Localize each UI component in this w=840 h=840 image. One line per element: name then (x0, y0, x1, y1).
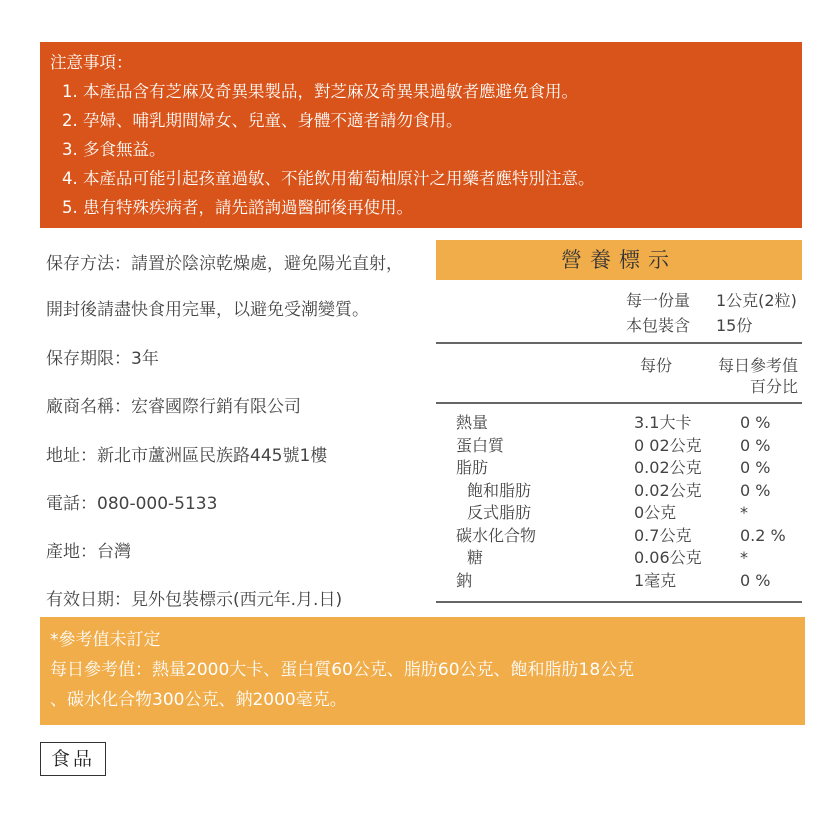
nutrient-name: 脂肪 (456, 458, 489, 477)
col-daily: 每日參考值 (717, 356, 798, 375)
nutrient-daily-pct: 0 % (740, 570, 771, 590)
origin: 產地：台灣 (46, 542, 131, 562)
nutrition-row (436, 481, 782, 501)
nutrient-name: 熱量 (456, 413, 489, 432)
expiry: 有效日期：見外包裝標示(西元年.月.日) (46, 590, 343, 610)
nutrition-row (436, 525, 786, 546)
nutrition-row (436, 503, 782, 523)
nutrient-name: 碳水化合物 (456, 525, 537, 545)
warning-item: 1. 本產品含有芝麻及奇異果製品，對芝麻及奇異果過敏者應避免食用。 (62, 82, 578, 101)
divider (436, 342, 802, 344)
warnings-title: 注意事項： (50, 53, 133, 72)
after-opening: 開封後請盡快食用完畢，以避免受潮變質。 (46, 300, 369, 320)
nutrient-daily-pct: 0 % (740, 458, 771, 477)
divider (436, 402, 802, 404)
servings-label: 本包裝含 (626, 316, 691, 335)
warning-item: 3. 多食無益。 (62, 140, 166, 159)
nutrient-name: 糖 (467, 548, 484, 567)
nutrient-daily-pct: 0 % (740, 480, 771, 500)
note-line: *參考值未訂定 (50, 630, 161, 650)
nutrient-daily-pct: 0 % (740, 435, 771, 455)
nutrient-amount: 1毫克 (634, 570, 677, 590)
nutrient-name: 鈉 (456, 570, 473, 590)
col-daily-pct: 百分比 (749, 377, 798, 396)
nutrition-table (436, 240, 802, 590)
shelf-life: 保存期限：3年 (46, 349, 159, 369)
nutrient-amount: 3.1大卡 (634, 413, 692, 432)
nutrient-daily-pct: 0 % (740, 413, 771, 432)
divider (436, 601, 802, 603)
nutrient-amount: 0公克 (634, 503, 677, 522)
nutrient-daily-pct: * (740, 548, 748, 567)
nutrient-amount: 0.02公克 (634, 480, 702, 500)
food-badge: 食品 (40, 742, 106, 776)
phone: 電話：080-000-5133 (46, 494, 218, 514)
warnings-box (40, 42, 802, 228)
nutrient-name: 反式脂肪 (467, 503, 532, 522)
nutrition-row (436, 548, 782, 568)
warning-item: 2. 孕婦、哺乳期間婦女、兒童、身體不適者請勿食用。 (62, 111, 463, 130)
nutrient-amount: 0 02公克 (634, 435, 702, 455)
nutrition-row (436, 571, 782, 591)
servings-value: 15份 (716, 316, 753, 335)
reference-note (40, 617, 805, 725)
nutrition-row (436, 458, 782, 478)
nutrition-row (436, 413, 782, 433)
warning-item: 5. 患有特殊疾病者，請先諮詢過醫師後再使用。 (62, 198, 413, 217)
note-line: 每日參考值：熱量2000大卡、蛋白質60公克、脂肪60公克、飽和脂肪18公克 (50, 660, 635, 680)
nutrient-name: 飽和脂肪 (467, 480, 532, 500)
serving-label: 每一份量 (626, 291, 691, 310)
nutrient-amount: 0.7公克 (634, 525, 692, 545)
nutrient-name: 蛋白質 (456, 435, 505, 455)
manufacturer: 廠商名稱：宏睿國際行銷有限公司 (46, 397, 301, 417)
nutrient-daily-pct: 0.2 % (740, 525, 786, 545)
col-per-serving: 每份 (640, 356, 673, 375)
warning-item: 4. 本產品可能引起孩童過敏、不能飲用葡萄柚原汁之用藥者應特別注意。 (62, 169, 595, 188)
storage-method: 保存方法：請置於陰涼乾燥處，避免陽光直射， (46, 254, 403, 274)
nutrition-title: 營養標示 (436, 240, 802, 280)
serving-value: 1公克(2粒) (716, 291, 797, 310)
address: 地址：新北市蘆洲區民族路445號1樓 (46, 446, 328, 466)
nutrient-amount: 0.06公克 (634, 548, 702, 567)
nutrient-daily-pct: * (740, 503, 748, 522)
note-line: 、碳水化合物300公克、鈉2000毫克。 (50, 690, 347, 710)
nutrition-row (436, 436, 782, 456)
nutrient-amount: 0.02公克 (634, 458, 702, 477)
